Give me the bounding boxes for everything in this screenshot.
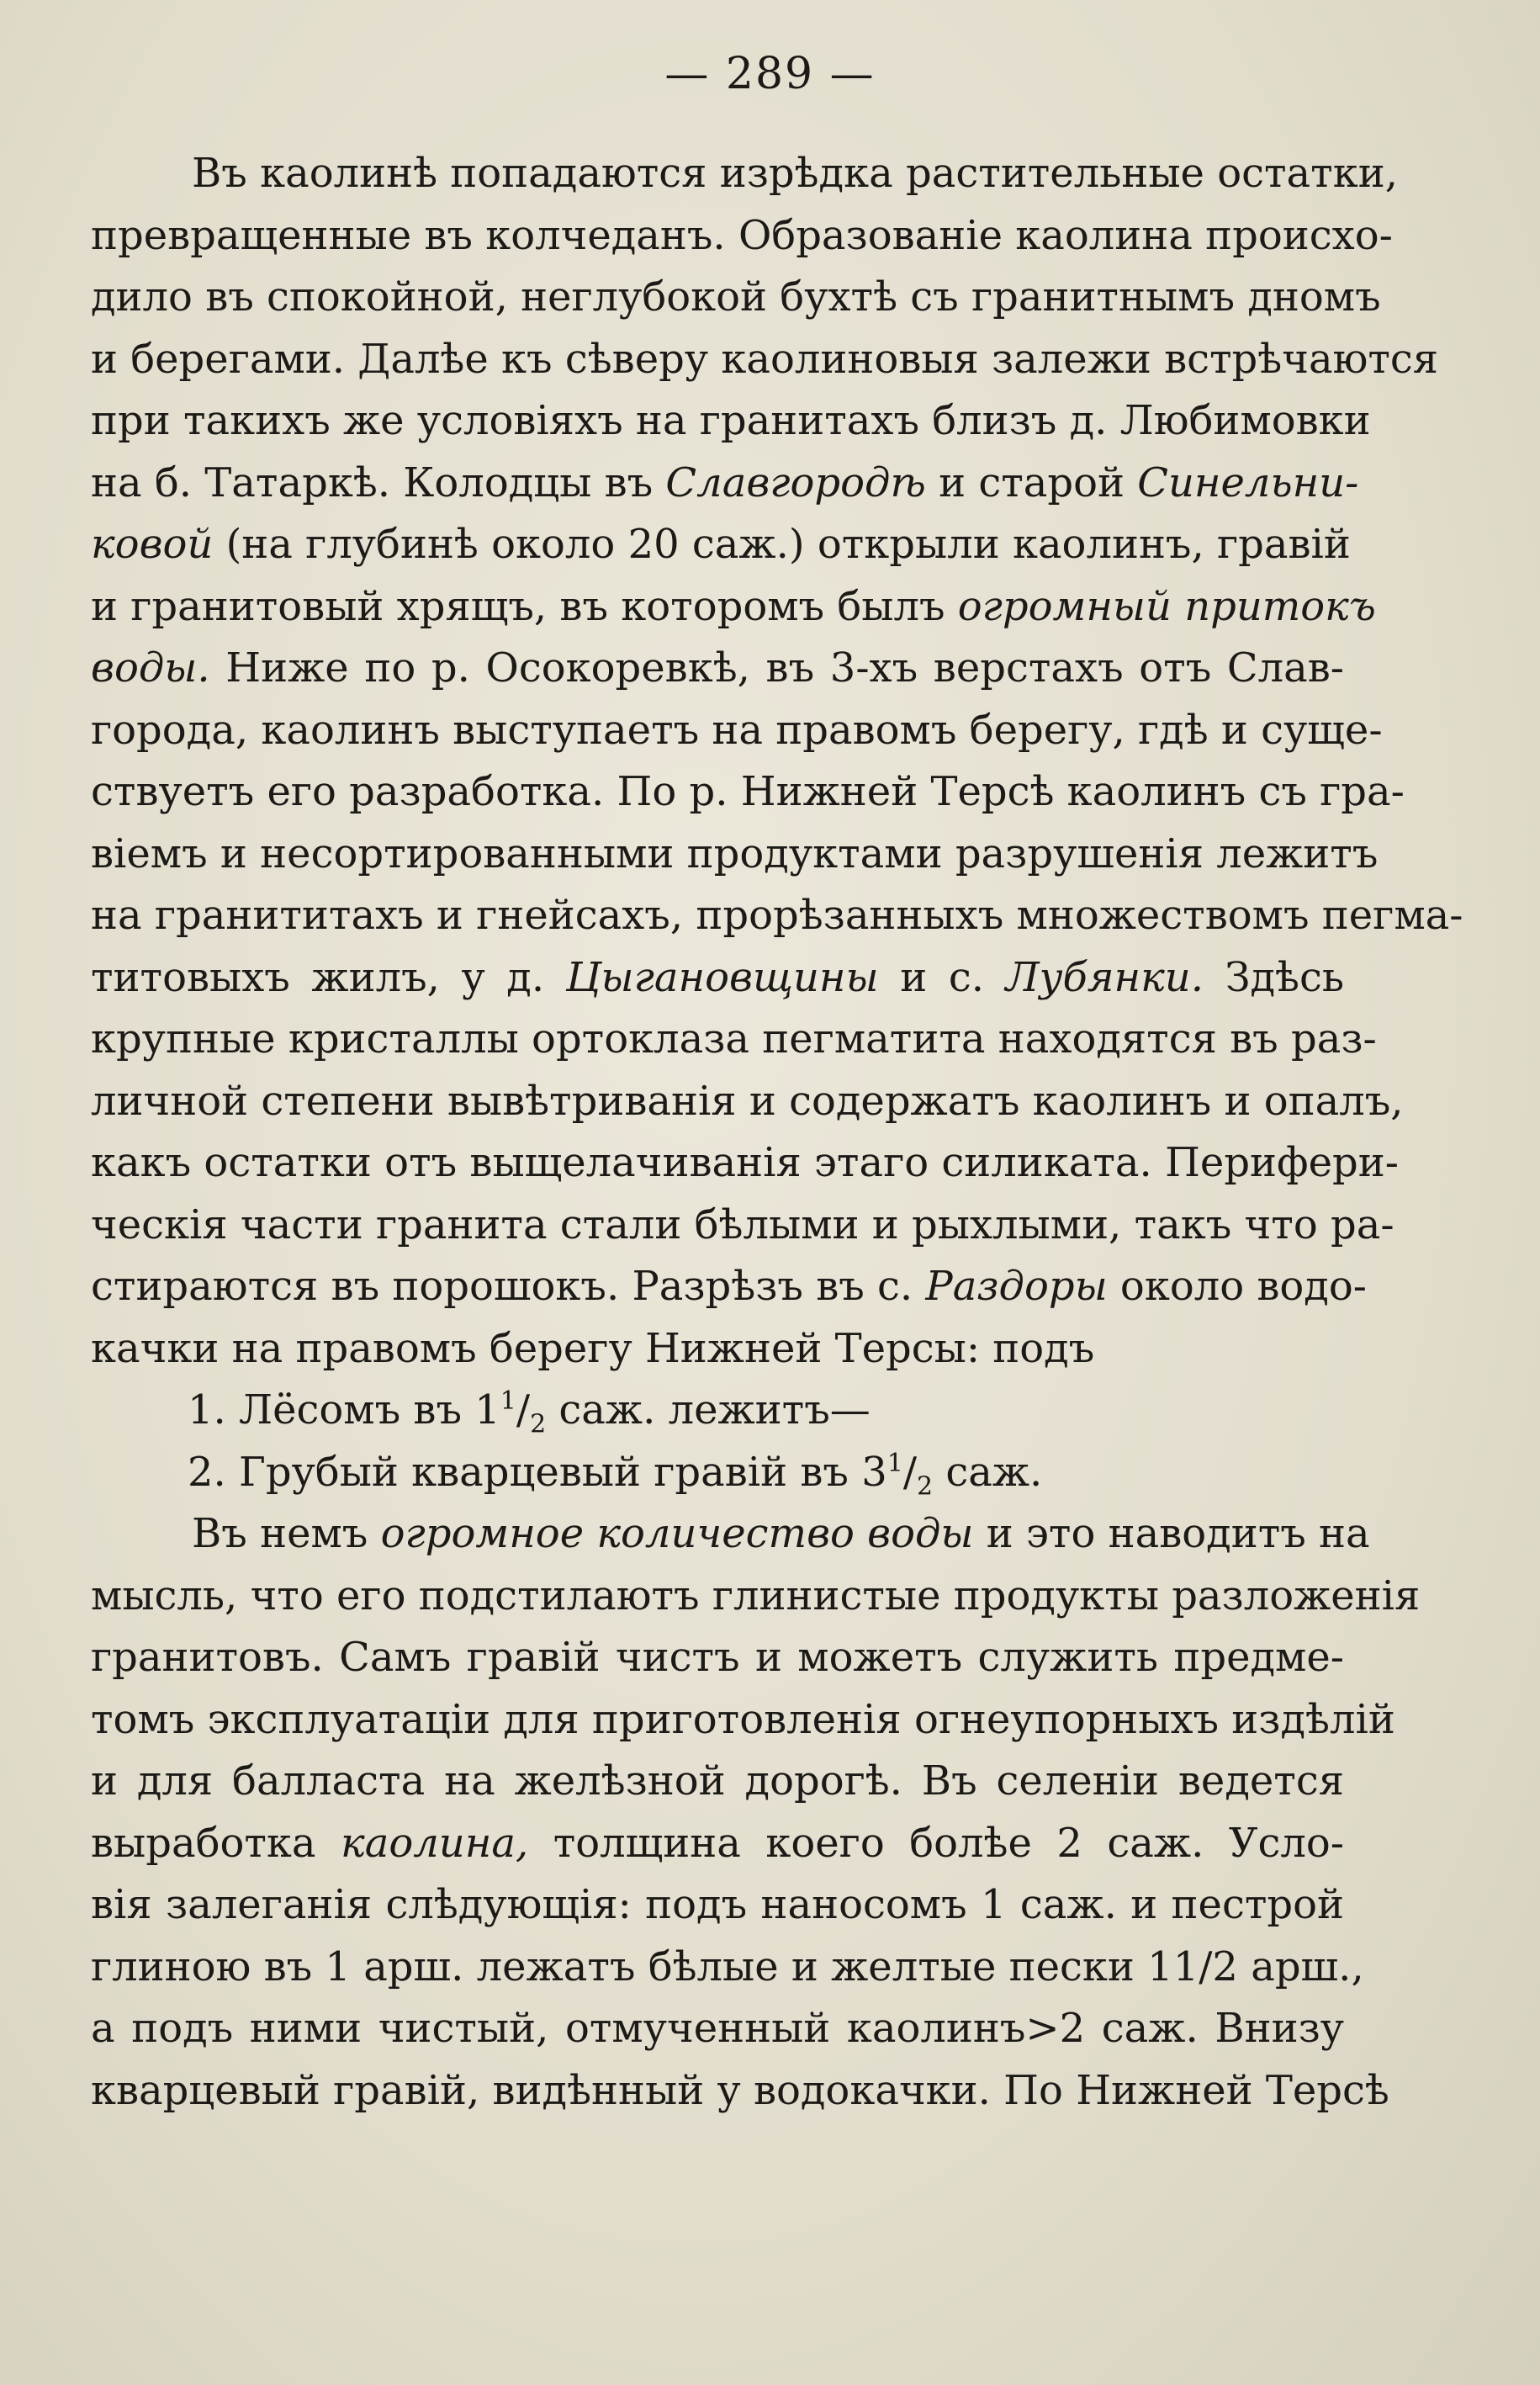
text-line: Въ немъ огромное количество воды и это наводитъ на <box>192 1510 1370 1557</box>
text-line: при такихъ же условіяхъ на гранитахъ близъ д. Любимовки <box>91 397 1371 444</box>
text-line: віемъ и несортированными продуктами разрушенія лежитъ <box>91 829 1379 877</box>
text-line: дило въ спокойной, неглубокой бухтѣ съ гранитнымъ дномъ <box>91 273 1381 321</box>
text-line: превращенные въ колчеданъ. Образованіе каолина происхо- <box>91 211 1393 259</box>
text-line: ковой (на глубинѣ около 20 саж.) открыли каолинъ, гравій <box>91 521 1351 568</box>
text-line: а подъ ними чистый, отмученный каолинъ>2 саж. Внизу <box>91 2005 1344 2052</box>
text-line: ческія части гранита стали бѣлыми и рыхлыми, такъ что ра- <box>91 1200 1394 1248</box>
text-line: мысль, что его подстилаютъ глинистые продукты разложенія <box>91 1571 1421 1619</box>
text-line: и берегами. Далѣе къ сѣверу каолиновыя залежи встрѣчаются <box>91 335 1439 383</box>
text-line: томъ эксплуатаціи для приготовленія огнеупорныхъ издѣлій <box>91 1695 1395 1743</box>
list-item: 2. Грубый кварцевый гравій въ $3^1/_2$ саж. <box>188 1448 1043 1502</box>
list-item: 1. Лёсомъ въ $1^1/_2$ саж. лежитъ— <box>188 1386 871 1439</box>
text-line: и гранитовый хрящъ, въ которомъ былъ огромный притокъ <box>91 582 1376 630</box>
text-line: на гранититахъ и гнейсахъ, прорѣзанныхъ множествомъ пегма- <box>91 892 1463 939</box>
text-line: выработка каолина, толщина коего болѣе 2 саж. Усло- <box>91 1819 1345 1867</box>
text-line: гранитовъ. Самъ гравій чистъ и можетъ служить предме- <box>91 1634 1344 1681</box>
text-line: титовыхъ жилъ, у д. Цыгановщины и с. Лубянки. Здѣсь <box>91 953 1344 1001</box>
body-text <box>91 143 1463 2122</box>
page-number: — 289 — <box>664 49 876 99</box>
text-line: личной степени вывѣтриванія и содержатъ каолинъ и опалъ, <box>91 1077 1404 1125</box>
text-line: и для балласта на желѣзной дорогѣ. Въ селеніи ведется <box>91 1757 1344 1805</box>
text-line: ствуетъ его разработка. По р. Нижней Терсѣ каолинъ съ гра- <box>91 768 1405 815</box>
text-line: стираются въ порошокъ. Разрѣзъ въ с. Раздоры около водо- <box>91 1263 1367 1310</box>
text-line: кварцевый гравій, видѣнный у водокачки. По Нижней Терсѣ <box>91 2066 1389 2114</box>
text-line: какъ остатки отъ выщелачиванія этаго силиката. Перифери- <box>91 1139 1399 1186</box>
text-line: воды. Ниже по р. Осокоревкѣ, въ 3-хъ верстахъ отъ Слав- <box>91 644 1344 692</box>
text-line: Въ каолинѣ попадаются изрѣдка растительные остатки, <box>192 150 1398 197</box>
text-line: качки на правомъ берегу Нижней Терсы: подъ <box>91 1324 1095 1372</box>
text-line: вія залеганія слѣдующія: подъ наносомъ 1 саж. и пестрой <box>91 1881 1344 1928</box>
text-line: глиною въ 1 арш. лежатъ бѣлые и желтые пески 11/2 арш., <box>91 1942 1364 1990</box>
text-line: на б. Татаркѣ. Колодцы въ Славгородѣ и старой Синельни- <box>91 458 1359 506</box>
text-line: города, каолинъ выступаетъ на правомъ берегу, гдѣ и суще- <box>91 706 1383 754</box>
text-line: крупные кристаллы ортоклаза пегматита находятся въ раз- <box>91 1015 1377 1063</box>
